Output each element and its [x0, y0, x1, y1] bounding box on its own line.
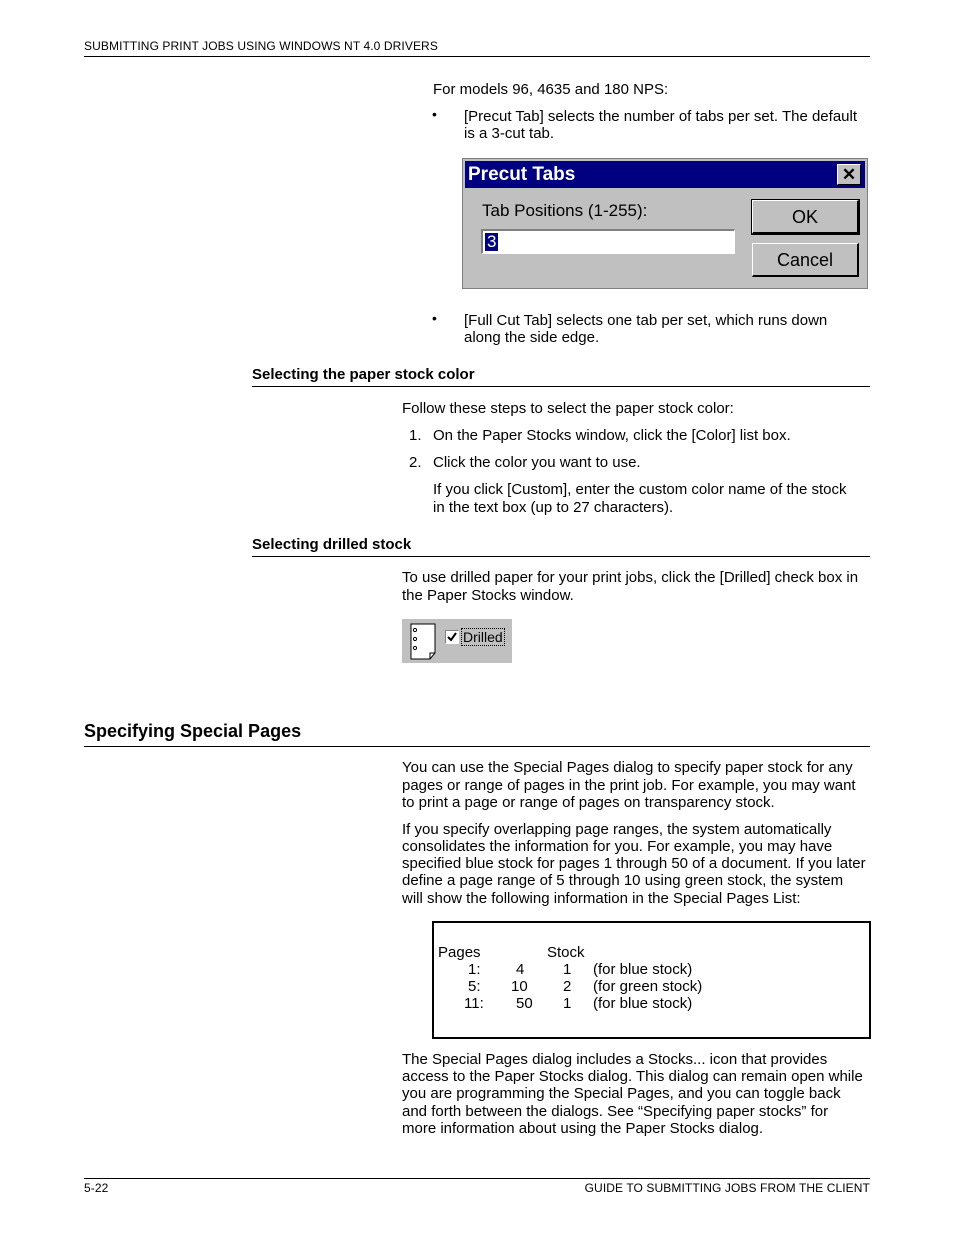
row-stock: 2 [563, 978, 572, 995]
precut-line-1: [Precut Tab] selects the number of tabs per set. The default [464, 108, 858, 125]
special-pages-rule [84, 746, 870, 747]
footer-rule [84, 1178, 870, 1179]
row-from: 1: [468, 961, 481, 978]
step2-number: 2. [409, 454, 422, 471]
step2-text: Click the color you want to use. [433, 454, 641, 471]
bullet-icon: • [432, 106, 437, 122]
p1-line-1: You can use the Special Pages dialog to specify paper stock for any [402, 759, 853, 776]
tab-positions-label: Tab Positions (1-255): [482, 201, 648, 220]
ok-button[interactable]: OK [752, 200, 859, 234]
special-pages-heading: Specifying Special Pages [84, 721, 302, 741]
drilled-line-2: the Paper Stocks window. [402, 587, 574, 604]
precut-line-2: is a 3-cut tab. [464, 125, 555, 142]
row-from: 11: [464, 995, 484, 1012]
custom-note-line-2: in the text box (up to 27 characters). [433, 499, 674, 516]
row-to: 50 [516, 995, 533, 1012]
step1-number: 1. [409, 427, 422, 444]
row-from: 5: [468, 978, 481, 995]
drilled-section-heading: Selecting drilled stock [252, 536, 412, 553]
running-header: SUBMITTING PRINT JOBS USING WINDOWS NT 4.0 DRIVERS [84, 39, 438, 53]
row-to: 10 [511, 978, 528, 995]
fullcut-line-1: [Full Cut Tab] selects one tab per set, which runs down [464, 312, 828, 329]
page-number: 5-22 [84, 1181, 109, 1195]
p3-line-3: you are programming the Special Pages, and you can toggle back [402, 1085, 841, 1102]
drilled-checkbox-label: Drilled [463, 629, 503, 645]
special-pages-list [432, 921, 871, 1039]
precut-tabs-dialog [462, 158, 868, 289]
close-icon[interactable]: ✕ [837, 164, 861, 185]
bullet-icon: • [432, 310, 437, 326]
row-to: 4 [516, 961, 525, 978]
p3-line-4: and forth between the dialogs. See “Specifying paper stocks” for [402, 1103, 829, 1120]
drilled-checkbox[interactable] [445, 630, 459, 644]
row-note: (for blue stock) [593, 995, 693, 1012]
dialog-title: Precut Tabs [468, 164, 576, 185]
step1-text: On the Paper Stocks window, click the [Color] list box. [433, 427, 791, 444]
tab-positions-input[interactable] [481, 229, 735, 254]
row-note: (for blue stock) [593, 961, 693, 978]
row-note: (for green stock) [593, 978, 703, 995]
color-intro: Follow these steps to select the paper stock color: [402, 400, 734, 417]
custom-note-line-1: If you click [Custom], enter the custom color name of the stock [433, 481, 847, 498]
row-stock: 1 [563, 961, 572, 978]
p2-line-1: If you specify overlapping page ranges, the system automatically [402, 821, 832, 838]
cancel-button[interactable]: Cancel [752, 243, 859, 277]
models-line: For models 96, 4635 and 180 NPS: [433, 81, 669, 98]
p2-line-2: consolidates the information for you. For example, you may have [402, 838, 833, 855]
drilled-line-1: To use drilled paper for your print jobs, click the [Drilled] check box in [402, 569, 859, 586]
drilled-checkbox-panel [402, 619, 512, 663]
p2-line-3: specified blue stock for pages 1 through 50 of a document. If you later [402, 855, 866, 872]
color-section-heading: Selecting the paper stock color [252, 366, 475, 383]
p1-line-3: to print a page or range of pages on transparency stock. [402, 794, 775, 811]
footer-guide-title: GUIDE TO SUBMITTING JOBS FROM THE CLIENT [584, 1181, 870, 1195]
column-header-stock: Stock [547, 944, 585, 961]
fullcut-line-2: along the side edge. [464, 329, 600, 346]
column-header-pages: Pages [438, 944, 481, 961]
drilled-section-rule [252, 556, 870, 557]
checkmark-icon [446, 631, 458, 643]
p2-line-4: define a page range of 5 through 10 using green stock, the system [402, 872, 844, 889]
p1-line-2: pages or range of pages in the print job. For example, you may want [402, 777, 856, 794]
dialog-title-bar [465, 161, 865, 188]
p3-line-1: The Special Pages dialog includes a Stocks... icon that provides [402, 1051, 828, 1068]
tab-positions-value: 3 [487, 232, 497, 251]
row-stock: 1 [563, 995, 572, 1012]
p3-line-5: more information about using the Paper Stocks dialog. [402, 1120, 764, 1137]
header-rule [84, 56, 870, 57]
p3-line-2: access to the Paper Stocks dialog. This dialog can remain open while [402, 1068, 863, 1085]
p2-line-5: will show the following information in the Special Pages List: [402, 890, 801, 907]
color-section-rule [252, 386, 870, 387]
